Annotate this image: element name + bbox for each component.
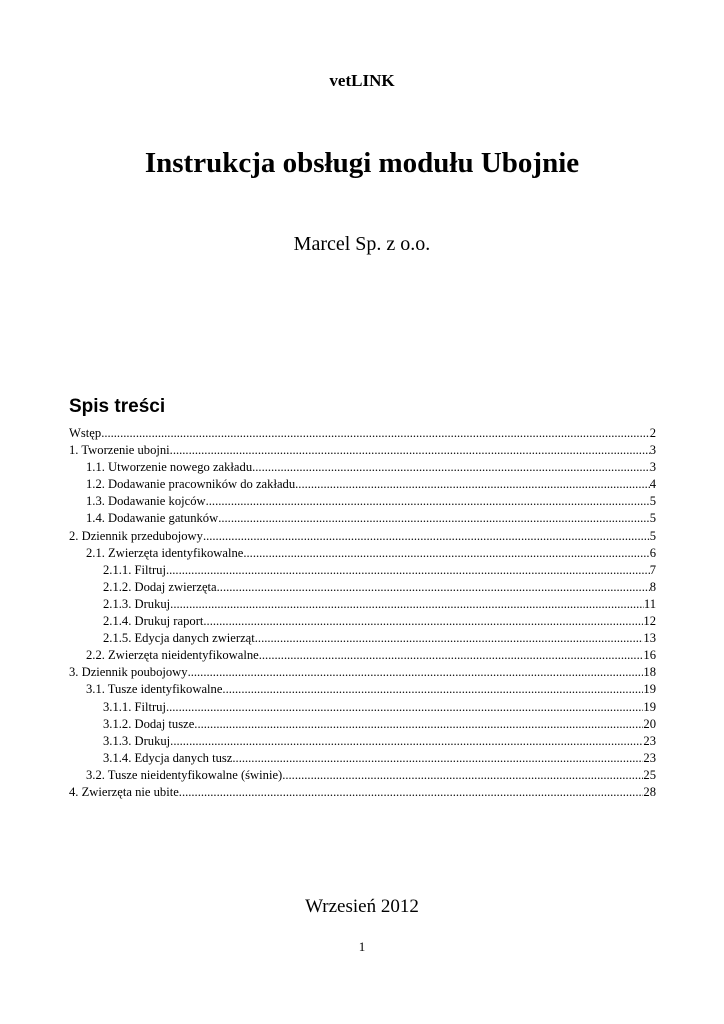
toc-entry-label: 3.1.2. Dodaj tusze [103, 716, 195, 731]
toc-entry[interactable] [69, 681, 656, 698]
toc-entry-label: 3.1. Tusze identyfikowalne [86, 682, 223, 697]
toc-dot-leader [203, 528, 650, 545]
toc-dot-leader [170, 442, 650, 459]
toc-heading: Spis treści [69, 396, 166, 417]
toc-entry[interactable] [69, 545, 656, 562]
toc-entry-label: 2. Dziennik przedubojowy [69, 528, 203, 543]
toc-dot-leader [218, 510, 649, 527]
toc-entry-page: 19 [643, 699, 656, 714]
toc-dot-leader [188, 664, 644, 681]
toc-entry[interactable] [69, 716, 656, 733]
toc-entry[interactable] [69, 664, 656, 681]
toc-entry[interactable] [69, 750, 656, 767]
toc-dot-leader [101, 425, 650, 442]
toc-entry-page: 23 [643, 750, 656, 765]
toc-entry[interactable] [69, 784, 656, 801]
toc-entry-label: 3.1.3. Drukuj [103, 733, 171, 748]
toc-entry-label: 2.1.3. Drukuj [103, 596, 171, 611]
toc-entry[interactable] [69, 613, 656, 630]
toc-entry[interactable] [69, 699, 656, 716]
toc-entry-page: 18 [643, 665, 656, 680]
toc-dot-leader [206, 493, 650, 510]
toc-entry-label: 2.1.4. Drukuj raport [103, 614, 204, 629]
toc-entry-page: 5 [649, 511, 656, 526]
toc-entry[interactable] [69, 630, 656, 647]
toc-entry-page: 19 [643, 682, 656, 697]
toc-entry-label: Wstęp [69, 426, 102, 440]
toc-entry[interactable] [69, 425, 656, 442]
toc-entry-label: 1. Tworzenie ubojni [69, 443, 170, 458]
toc-entry[interactable] [69, 528, 656, 545]
company-name: Marcel Sp. z o.o. [293, 233, 431, 255]
toc-entry-page: 28 [643, 784, 656, 799]
toc-entry-page: 25 [643, 767, 656, 782]
toc-dot-leader [232, 750, 643, 767]
toc-entry-label: 1.4. Dodawanie gatunków [86, 511, 219, 526]
toc-entry[interactable] [69, 733, 656, 750]
toc-entry-page: 20 [643, 716, 656, 731]
toc-entry-page: 5 [649, 528, 656, 543]
toc-entry-label: 1.1. Utworzenie nowego zakładu [86, 460, 253, 475]
toc-entry[interactable] [69, 493, 656, 510]
toc-entry-label: 3.1.1. Filtruj [103, 699, 166, 714]
toc-entry-page: 12 [643, 614, 656, 629]
brand-name: vetLINK [329, 71, 395, 90]
toc-entry[interactable] [69, 459, 656, 476]
toc-entry-page: 23 [643, 733, 656, 748]
toc-dot-leader [166, 562, 650, 579]
toc-entry-label: 4. Zwierzęta nie ubite [69, 784, 179, 799]
toc-entry[interactable] [69, 596, 656, 613]
document-title: Instrukcja obsługi modułu Ubojnie [144, 147, 580, 179]
toc-entry[interactable] [69, 562, 656, 579]
toc-entry-page: 3 [649, 460, 656, 475]
toc-dot-leader [222, 681, 643, 698]
toc-entry-label: 1.2. Dodawanie pracowników do zakładu [86, 477, 296, 492]
toc-entry[interactable] [69, 510, 656, 527]
toc-entry-page: 7 [649, 562, 656, 577]
toc-dot-leader [255, 630, 644, 647]
toc-entry[interactable] [69, 442, 656, 459]
toc-entry-label: 2.1.1. Filtruj [103, 562, 166, 577]
toc-entry-page: 16 [643, 648, 656, 663]
toc-dot-leader [217, 579, 650, 596]
toc-entry-label: 2.2. Zwierzęta nieidentyfikowalne [86, 648, 259, 663]
toc-dot-leader [252, 459, 650, 476]
toc-entry-label: 1.3. Dodawanie kojców [86, 494, 206, 509]
toc-dot-leader [166, 699, 643, 716]
toc-entry-page: 11 [643, 596, 656, 611]
toc-entry-page: 6 [649, 545, 656, 560]
toc-entry-label: 3.1.4. Edycja danych tusz [103, 750, 233, 765]
toc-entry[interactable] [69, 647, 656, 664]
toc-dot-leader [179, 784, 644, 801]
toc-entry-page: 5 [649, 494, 656, 509]
toc-entry[interactable] [69, 767, 656, 784]
toc-entry-label: 2.1.5. Edycja danych zwierząt [103, 631, 255, 646]
toc-entry-page: 4 [649, 477, 656, 492]
toc-entry-label: 2.1.2. Dodaj zwierzęta [103, 579, 217, 594]
toc-entry-page: 13 [643, 631, 656, 646]
table-of-contents [69, 425, 656, 801]
toc-entry-label: 2.1. Zwierzęta identyfikowalne [86, 545, 244, 560]
toc-dot-leader [282, 767, 643, 784]
toc-entry-page: 3 [649, 443, 656, 458]
toc-entry[interactable] [69, 476, 656, 493]
toc-dot-leader [170, 596, 644, 613]
toc-entry-label: 3. Dziennik poubojowy [69, 665, 188, 680]
toc-dot-leader [243, 545, 649, 562]
publication-date: Wrzesień 2012 [305, 896, 419, 917]
toc-entry-page: 2 [649, 426, 656, 440]
toc-entry-label: 3.2. Tusze nieidentyfikowalne (świnie) [86, 767, 283, 782]
toc-dot-leader [295, 476, 650, 493]
toc-entry[interactable] [69, 579, 656, 596]
page-number: 1 [358, 939, 366, 954]
toc-dot-leader [203, 613, 643, 630]
toc-entry-page: 8 [649, 579, 656, 594]
toc-dot-leader [259, 647, 644, 664]
toc-dot-leader [170, 733, 643, 750]
toc-dot-leader [194, 716, 643, 733]
